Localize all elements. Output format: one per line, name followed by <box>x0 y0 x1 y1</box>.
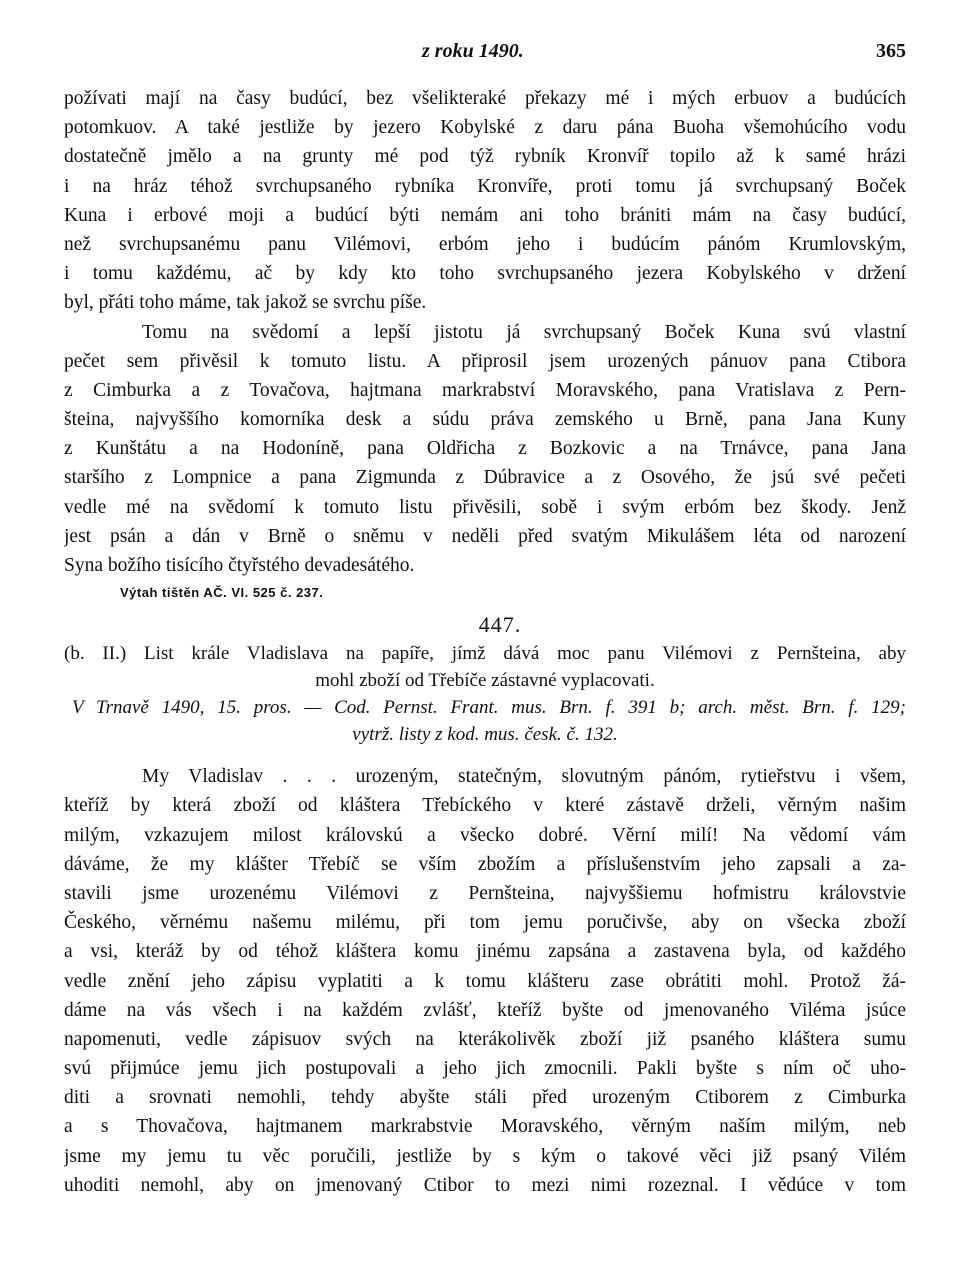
page-header <box>64 40 906 80</box>
text-line: a vsi, kteráž by od téhož kláštera komu jinému zapsána a zastavena byla, od každého <box>64 941 906 963</box>
text-line: z Kunštátu a na Hodoníně, pana Oldřicha z Bozkovic a na Trnávce, pana Jana <box>64 438 906 460</box>
regest-line: (b. II.) List krále Vladislava na papíře, jímž dává moc panu Vilémovi z Pernšteina, aby <box>64 643 906 665</box>
text-line: napomenuti, vedle zápisuov svých na kterákolivěk zboží již psaného kláštera sumu <box>64 1028 906 1050</box>
text-line: šteina, najvyššího komorníka desk a súdu práva zemského u Brně, pana Jana Kuny <box>64 409 906 431</box>
citation: Výtah tištěn AČ. VI. 525 č. 237. <box>120 585 324 601</box>
source-line: vytrž. listy z kod. mus. česk. č. 132. <box>352 724 618 746</box>
regest <box>64 640 906 694</box>
text-line: pečet sem přivěsil k tomuto listu. A připrosil jsem urozených pánuov pana Ctibora <box>64 350 906 372</box>
text-line: byl, přáti toho máme, tak jakož se svrchu píše. <box>64 292 427 314</box>
text-line: staršího z Lompnice a pana Zigmunda z Dúbravice a z Osového, že jsú své pečeti <box>64 467 906 489</box>
letter-paragraph <box>64 762 906 1200</box>
text-line: Syna božího tisícího čtyřstého devadesátého. <box>64 555 415 576</box>
text-line: jsme my jemu tu věc poručili, jestliže by s kým o takové věci již psaný Vilém <box>64 1145 906 1167</box>
seal-paragraph <box>64 318 906 581</box>
text-line: milým, vzkazujem milost královskú a všecko dobré. Věrní milí! Na vědomí vám <box>64 824 906 846</box>
text-line: dáváme, že my klášter Třebíč se vším zbožím a příslušenstvím jeho zapsali a za- <box>64 853 906 875</box>
text-line: potomkuov. A také jestliže by jezero Kobylské z daru pána Buoha všemohúcího vodu <box>64 117 906 139</box>
text-line: i na hráz téhož svrchupsaného rybníka Kronvíře, proti tomu já svrchupsaný Boček <box>64 175 906 197</box>
text-line: vedle znění jeho zápisu vyplatiti a k tomu klášteru zase obrátiti mohl. Protož žá- <box>64 970 906 992</box>
text-line: Kuna i erbové moji a budúcí býti nemám ani toho brániti mám na časy budúcí, <box>64 204 906 226</box>
text-line: jest psán a dán v Brně o sněmu v neděli před svatým Mikulášem léta od narození <box>64 525 906 547</box>
text-line: z Cimburka a z Tovačova, hajtmana markrabství Moravského, pana Vratislava z Pern- <box>64 379 906 401</box>
text-line: diti a srovnati nemohli, tehdy abyšte stáli před urozeným Ctiborem z Cimburka <box>64 1087 906 1109</box>
text-line: dostatečně jmělo a na grunty mé pod týž rybník Kronvíř topilo až k samé hrázi <box>64 146 906 168</box>
text-line: dáme na vás všech i na každém zvlášť, kteříž byšte od jmenovaného Viléma jsúce <box>64 999 906 1021</box>
source-note <box>64 694 906 748</box>
text-line: My Vladislav . . . urozeným, statečným, slovutným pánóm, rytieřstvu i všem, <box>142 766 906 788</box>
text-line: Českého, věrnému našemu milému, při tom jemu poručivše, aby on všecka zboží <box>64 912 906 934</box>
text-line: Tomu na svědomí a lepší jistotu já svrchupsaný Boček Kuna svú vlastní <box>142 321 906 343</box>
text-line: uhoditi nemohl, aby on jmenovaný Ctibor to mezi nimi rozeznal. I vědúce v tom <box>64 1174 906 1196</box>
document-number: 447. <box>478 612 522 638</box>
continuation-paragraph <box>64 84 906 318</box>
text-line: a s Thovačova, hajtmanem markrabstvie Moravského, věrným naším milým, neb <box>64 1116 906 1138</box>
page-number: 365 <box>876 40 906 62</box>
running-head: z roku 1490. <box>422 40 524 62</box>
text-line: kteříž by která zboží od kláštera Třebíckého v které zástavě drželi, věrným našim <box>64 795 906 817</box>
text-line: než svrchupsanému panu Vilémovi, erbóm jeho i budúcím pánóm Krumlovským, <box>64 233 906 255</box>
spacer <box>64 748 906 762</box>
text-line: stavili jsme urozenému Vilémovi z Pernšteina, najvyššiemu hofmistru královstvie <box>64 882 906 904</box>
source-line: V Trnavě 1490, 15. pros. — Cod. Pernst. Frant. mus. Brn. f. 391 b; arch. měst. Brn. f. 129; <box>72 697 906 719</box>
text-line: i tomu každému, ač by kdy kto toho svrchupsaného jezera Kobylského v držení <box>64 263 906 285</box>
text-line: svú přijmúce jemu jich postupovali a jeho jich zmocnili. Pakli byšte s ním oč uho- <box>64 1058 906 1080</box>
regest-line: mohl zboží od Třebíče zástavné vyplacovati. <box>315 670 655 692</box>
text-line: požívati mají na časy budúcí, bez všelikteraké překazy mé i mých erbuov a budúcích <box>64 88 906 109</box>
text-line: vedle mé na svědomí k tomuto listu přivěsili, sobě i svým erbóm bez škody. Jenž <box>64 496 906 518</box>
book-page <box>64 40 906 1200</box>
